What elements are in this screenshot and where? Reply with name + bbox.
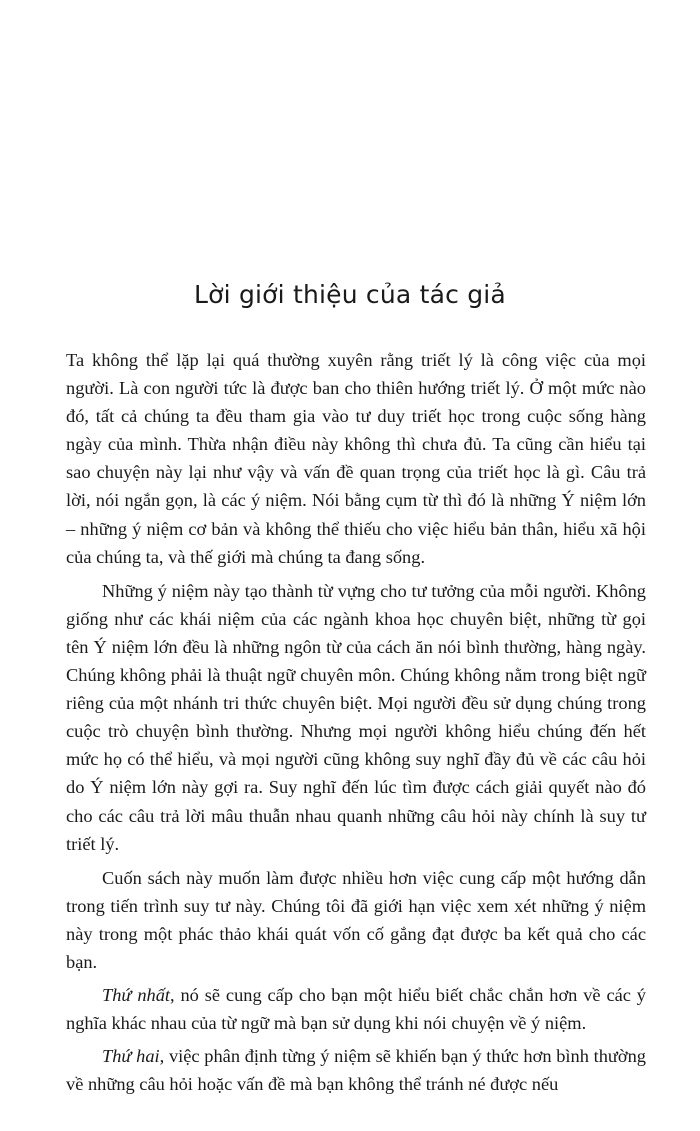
paragraph-1-text: Ta không thể lặp lại quá thường xuyên rằng triết lý là công việc của mọi người. Là con người tức là được ban cho thiên hướng triết lý. Ở một mức nào đó, tất cả chúng ta đều tham gia vào tư duy triết học trong cuộc sống hàng ngày của mình. Thừa nhận điều này không thì chưa đủ. Ta cũng cần hiểu tại sao chuyện này lại như vậy và vấn đề quan trọng của triết học là gì. Câu trả lời, nói ngắn gọn, là các ý niệm. Nói bằng cụm từ thì đó là những Ý niệm lớn – những ý niệm cơ bản và không thể thiếu cho việc hiểu bản thân, hiểu xã hội của chúng ta, và thế giới mà chúng ta đang sống.	[66, 350, 646, 567]
paragraph-2	[66, 577, 646, 858]
paragraph-4-lead: Thứ nhất	[102, 985, 171, 1006]
paragraph-5	[66, 1042, 646, 1098]
paragraph-5-lead: Thứ hai	[102, 1046, 160, 1067]
paragraph-1	[66, 346, 646, 571]
paragraph-2-text: Những ý niệm này tạo thành từ vựng cho tư tưởng của mỗi người. Không giống như các khái niệm của các ngành khoa học chuyên biệt, những từ gọi tên Ý niệm lớn đều là những ngôn từ của cách ăn nói bình thường, hàng ngày. Chúng không phải là thuật ngữ chuyên môn. Chúng không nằm trong biệt ngữ riêng của một nhánh tri thức chuyên biệt. Mọi người đều sử dụng chúng trong cuộc trò chuyện bình thường. Nhưng mọi người không hiểu chúng đến hết mức họ có thể hiểu, và mọi người cũng không suy nghĩ đầy đủ về các câu hỏi do Ý niệm lớn này gợi ra. Suy nghĩ đến lúc tìm được cách giải quyết nào đó cho các câu trả lời mâu thuẫn nhau quanh những câu hỏi này chính là suy tư triết lý.	[66, 580, 646, 854]
paragraph-5-text: , việc phân định từng ý niệm sẽ khiến bạn ý thức hơn bình thường về những câu hỏi hoặc vấn đề mà bạn không thể tránh né được nếu	[66, 1046, 646, 1095]
paragraph-4	[66, 981, 646, 1037]
paragraph-3	[66, 864, 646, 976]
paragraph-3-text: Cuốn sách này muốn làm được nhiều hơn việc cung cấp một hướng dẫn trong tiến trình suy tư này. Chúng tôi đã giới hạn việc xem xét những ý niệm này trong một phác thảo khái quát vốn cố gắng đạt được ba kết quả cho các bạn.	[66, 867, 646, 972]
page-title: Lời giới thiệu của tác giả	[194, 280, 506, 309]
body-text	[66, 346, 646, 1098]
paragraph-4-text: , nó sẽ cung cấp cho bạn một hiểu biết chắc chắn hơn về các ý nghĩa khác nhau của từ ngữ mà bạn sử dụng khi nói chuyện về ý niệm.	[66, 985, 646, 1034]
